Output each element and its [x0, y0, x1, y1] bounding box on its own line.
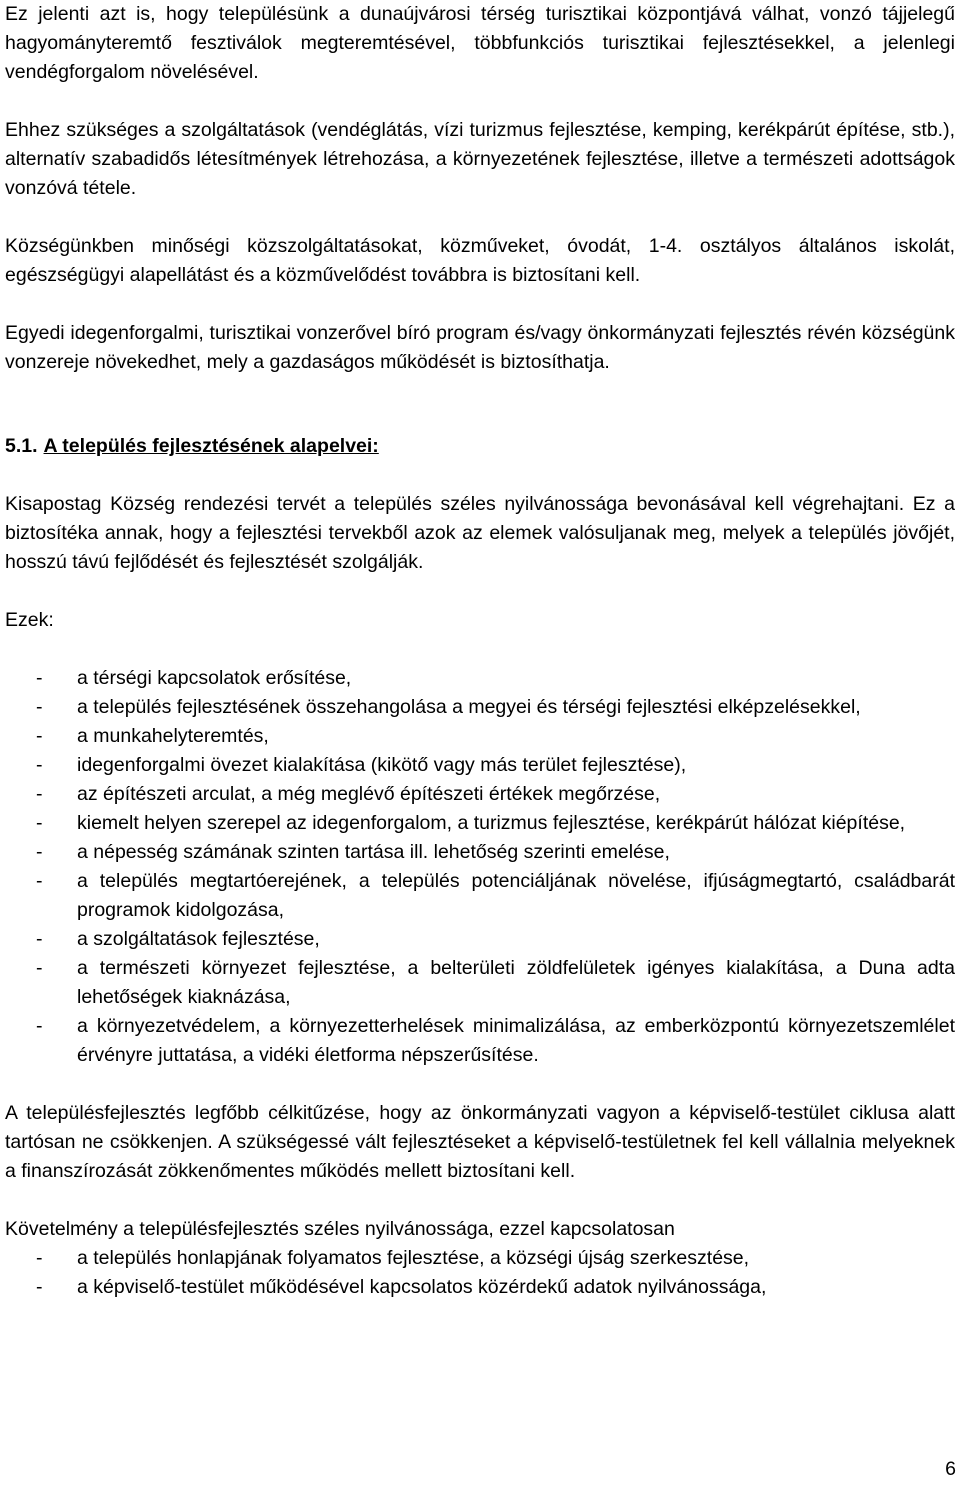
document-page: [5, 0, 955, 1302]
list-item: - a szolgáltatások fejlesztése,: [5, 925, 955, 954]
page-number: 6: [945, 1458, 956, 1480]
paragraph-requirement: Követelmény a településfejlesztés széles nyilvánossága, ezzel kapcsolatosan: [5, 1218, 675, 1240]
list-item: - a település fejlesztésének összehangolása a megyei és térségi fejlesztési elképzelésekkel,: [5, 693, 955, 722]
list-item: - a munkahelyteremtés,: [5, 722, 955, 751]
principles-list: [5, 664, 955, 1070]
list-item: - a térségi kapcsolatok erősítése,: [5, 664, 955, 693]
list-item: - a természeti környezet fejlesztése, a belterületi zöldfelületek igényes kialakítása, a Duna adta lehetőségek kiaknázása,: [5, 954, 955, 1012]
list-item: - a képviselő-testület működésével kapcsolatos közérdekű adatok nyilvánossága,: [5, 1273, 955, 1302]
section-heading: [5, 432, 955, 461]
list-item: - az építészeti arculat, a még meglévő építészeti értékek megőrzése,: [5, 780, 955, 809]
paragraph-main-goal: A településfejlesztés legfőbb célkitűzése, hogy az önkormányzati vagyon a képviselő-testület ciklusa alatt tartósan ne csökkenjen. A szükségessé vált fejlesztéseket a képviselő-testületnek fel kell vállalnia melyeknek a finanszírozását zökkenőmentes működés mellett biztosítani kell.: [5, 1102, 955, 1182]
paragraph-tourism-center: Ez jelenti azt is, hogy településünk a dunaújvárosi térség turisztikai központjává válhat, vonzó tájjelegű hagyományteremtő fesztiválok megteremtésével, többfunkciós turisztikai fejlesztésekkel, a jelenlegi vendégforgalom növelésével.: [5, 3, 955, 83]
requirement-list: [5, 1244, 955, 1302]
paragraph-public-services: Községünkben minőségi közszolgáltatásokat, közműveket, óvodát, 1-4. osztályos általános iskolát, egészségügyi alapellátást és a közművelődést továbbra is biztosítani kell.: [5, 235, 955, 286]
paragraph-unique-program: Egyedi idegenforgalmi, turisztikai vonzerővel bíró program és/vagy önkormányzati fejlesztés révén községünk vonzereje növekedhet, mely a gazdaságos működését is biztosíthatja.: [5, 322, 955, 373]
list-item: - a település honlapjának folyamatos fejlesztése, a községi újság szerkesztése,: [5, 1244, 955, 1273]
list-item: - a népesség számának szinten tartása ill. lehetőség szerinti emelése,: [5, 838, 955, 867]
paragraph-principles-intro: Kisapostag Község rendezési tervét a település széles nyilvánossága bevonásával kell végrehajtani. Ez a biztosítéka annak, hogy a fejlesztési tervekből azok az elemek valósuljanak meg, melyek a település jövőjét, hosszú távú fejlődését és fejlesztését szolgálják.: [5, 493, 955, 573]
list-item: - a település megtartóerejének, a település potenciáljának növelése, ifjúságmegtartó, családbarát programok kidolgozása,: [5, 867, 955, 925]
list-item: - a környezetvédelem, a környezetterhelések minimalizálása, az emberközpontú környezetszemlélet érvényre juttatása, a vidéki életforma népszerűsítése.: [5, 1012, 955, 1070]
list-item: - idegenforgalmi övezet kialakítása (kikötő vagy más terület fejlesztése),: [5, 751, 955, 780]
paragraph-services: Ehhez szükséges a szolgáltatások (vendéglátás, vízi turizmus fejlesztése, kemping, kerékpárút építése, stb.), alternatív szabadidős létesítmények létrehozása, a környezetének fejlesztése, illetve a természeti adottságok vonzóvá tétele.: [5, 119, 955, 199]
list-item: - kiemelt helyen szerepel az idegenforgalom, a turizmus fejlesztése, kerékpárút hálózat kiépítése,: [5, 809, 955, 838]
list-label: Ezek:: [5, 609, 54, 631]
section-title: A település fejlesztésének alapelvei:: [43, 435, 379, 457]
section-number: 5.1.: [5, 435, 38, 457]
